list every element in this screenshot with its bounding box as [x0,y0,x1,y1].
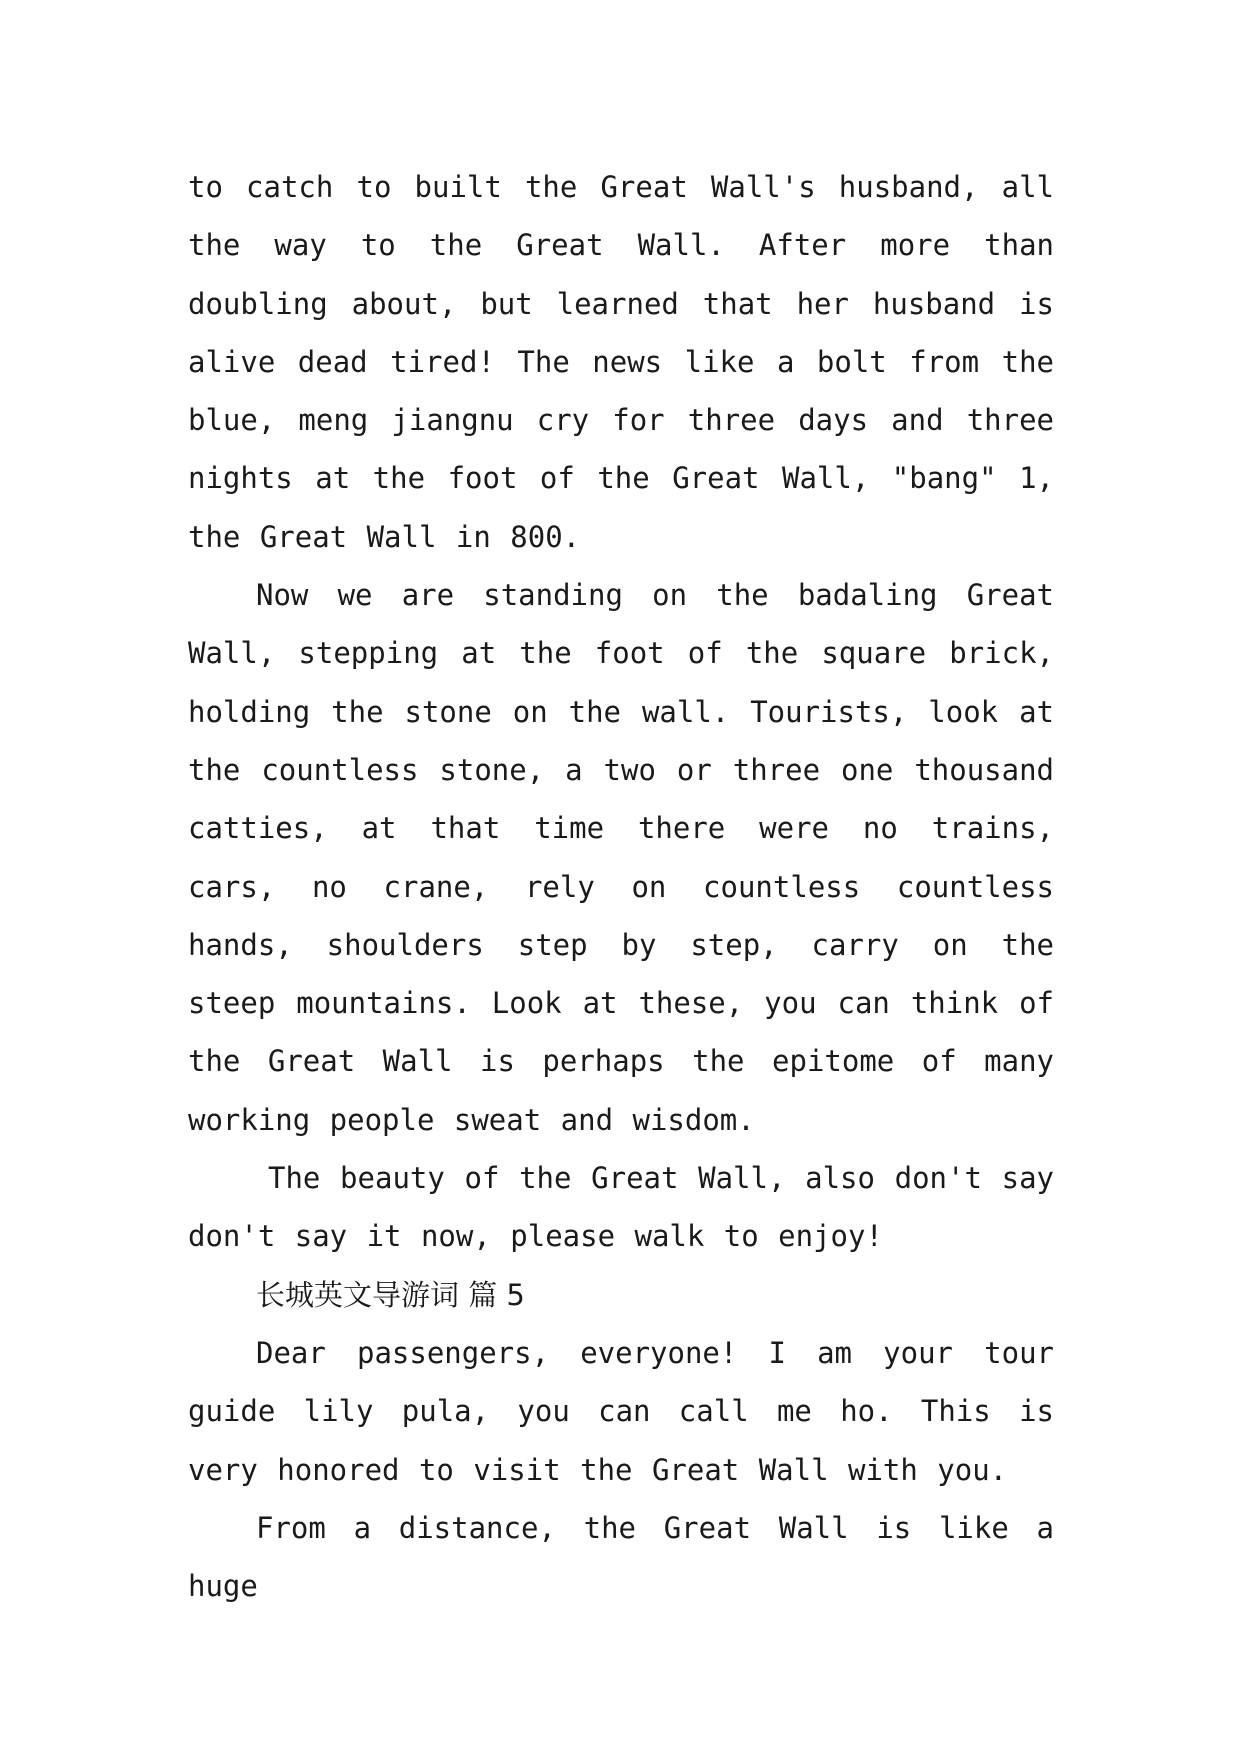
section-heading: 长城英文导游词 篇 5 [256,1277,525,1312]
paragraph-badaling: Now we are standing on the badaling Great Wall, stepping at the foot of the square brick, holding the stone on the wall. Tourists, look at the countless stone, a two or three one thousand catties, at that time there were no trains, cars, no crane, rely on countless countless hands, shoulders step by step, carry on the steep mountains. Look at these, you can think of the Great Wall is perhaps the epitome of many working people sweat and wisdom. [188,578,1054,1137]
paragraph-continuation: to catch to built the Great Wall's husband, all the way to the Great Wall. After more than doubling about, but learned that her husband is alive dead tired! The news like a bolt from the blue, meng jiangnu cry for three days and three nights at the foot of the Great Wall, "bang" 1, the Great Wall in 800. [188,170,1054,554]
document-body [188,158,1054,1615]
paragraph-greeting: Dear passengers, everyone! I am your tour guide lily pula, you can call me ho. This is very honored to visit the Great Wall with you. [188,1335,1054,1487]
paragraph-distance: From a distance, the Great Wall is like a huge [188,1510,1054,1604]
paragraph-beauty: The beauty of the Great Wall, also don't say don't say it now, please walk to enjoy! [188,1161,1054,1254]
